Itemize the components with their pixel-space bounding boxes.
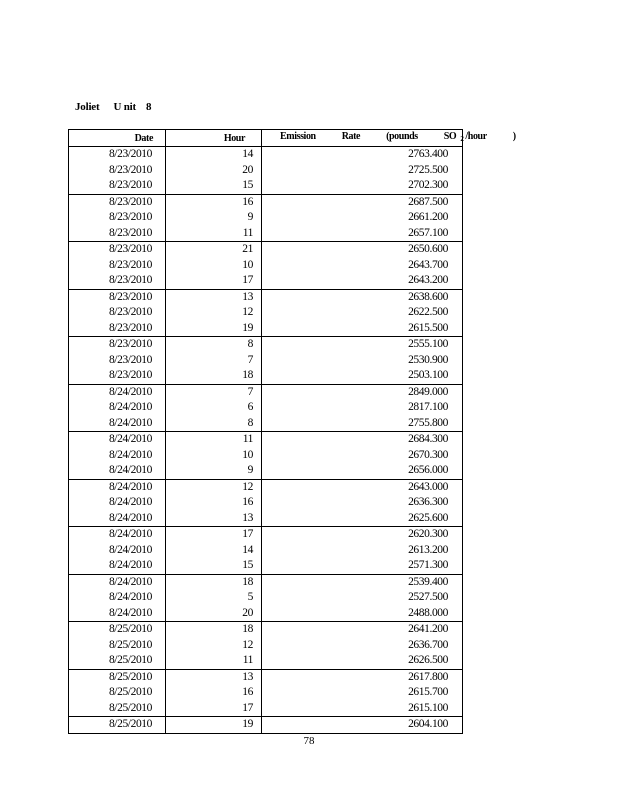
table-row — [69, 543, 463, 559]
cell-hour: 10 — [166, 448, 262, 464]
table-row — [69, 479, 463, 495]
cell-emission-rate: 2488.000 — [262, 606, 463, 622]
cell-date: 8/24/2010 — [69, 384, 166, 400]
cell-hour: 8 — [166, 337, 262, 353]
cell-date: 8/23/2010 — [69, 258, 166, 274]
cell-date: 8/24/2010 — [69, 416, 166, 432]
cell-hour: 16 — [166, 194, 262, 210]
emission-table — [68, 129, 516, 734]
cell-hour: 15 — [166, 178, 262, 194]
cell-hour: 7 — [166, 384, 262, 400]
cell-date: 8/24/2010 — [69, 606, 166, 622]
cell-hour: 18 — [166, 622, 262, 638]
cell-date: 8/23/2010 — [69, 147, 166, 163]
table-row — [69, 653, 463, 669]
cell-emission-rate: 2625.600 — [262, 511, 463, 527]
cell-emission-rate: 2670.300 — [262, 448, 463, 464]
cell-emission-rate: 2617.800 — [262, 669, 463, 685]
table-body — [69, 147, 463, 734]
cell-date: 8/24/2010 — [69, 574, 166, 590]
header-rate-subscript: 2 — [460, 135, 464, 143]
table-row — [69, 178, 463, 194]
header-rate-close: ) — [512, 131, 516, 142]
cell-hour: 15 — [166, 558, 262, 574]
cell-emission-rate: 2615.500 — [262, 321, 463, 337]
cell-date: 8/24/2010 — [69, 463, 166, 479]
cell-date: 8/23/2010 — [69, 368, 166, 384]
cell-hour: 17 — [166, 527, 262, 543]
cell-emission-rate: 2622.500 — [262, 305, 463, 321]
header-rate-word-3: (pounds — [386, 131, 418, 142]
page-heading — [75, 101, 151, 113]
page-number: 78 — [303, 735, 315, 747]
cell-emission-rate: 2615.700 — [262, 685, 463, 701]
cell-emission-rate: 2763.400 — [262, 147, 463, 163]
table-row — [69, 669, 463, 685]
cell-hour: 13 — [166, 669, 262, 685]
table-row — [69, 606, 463, 622]
cell-emission-rate: 2530.900 — [262, 353, 463, 369]
table-row — [69, 368, 463, 384]
cell-date: 8/25/2010 — [69, 669, 166, 685]
cell-date: 8/23/2010 — [69, 194, 166, 210]
cell-date: 8/25/2010 — [69, 653, 166, 669]
table-header-row — [69, 130, 463, 147]
table-row — [69, 590, 463, 606]
header-rate-word-2: Rate — [341, 131, 361, 142]
cell-date: 8/23/2010 — [69, 353, 166, 369]
cell-hour: 13 — [166, 289, 262, 305]
table-row — [69, 638, 463, 654]
table-row — [69, 717, 463, 734]
header-rate-word-1: Emission — [280, 131, 316, 142]
cell-emission-rate: 2656.000 — [262, 463, 463, 479]
cell-hour: 12 — [166, 638, 262, 654]
cell-hour: 7 — [166, 353, 262, 369]
cell-hour: 10 — [166, 258, 262, 274]
cell-date: 8/23/2010 — [69, 163, 166, 179]
cell-date: 8/25/2010 — [69, 638, 166, 654]
cell-date: 8/25/2010 — [69, 701, 166, 717]
table-row — [69, 289, 463, 305]
header-emission-rate — [262, 130, 516, 147]
cell-emission-rate: 2527.500 — [262, 590, 463, 606]
cell-date: 8/23/2010 — [69, 226, 166, 242]
cell-emission-rate: 2650.600 — [262, 242, 463, 258]
cell-emission-rate: 2615.100 — [262, 701, 463, 717]
cell-emission-rate: 2503.100 — [262, 368, 463, 384]
unit-number: 8 — [146, 101, 152, 113]
cell-hour: 11 — [166, 653, 262, 669]
table-row — [69, 685, 463, 701]
cell-emission-rate: 2613.200 — [262, 543, 463, 559]
table-row — [69, 147, 463, 163]
cell-hour: 11 — [166, 432, 262, 448]
cell-emission-rate: 2539.400 — [262, 574, 463, 590]
cell-hour: 19 — [166, 717, 262, 734]
cell-date: 8/25/2010 — [69, 622, 166, 638]
table-row — [69, 210, 463, 226]
cell-emission-rate: 2687.500 — [262, 194, 463, 210]
cell-date: 8/23/2010 — [69, 273, 166, 289]
cell-emission-rate: 2702.300 — [262, 178, 463, 194]
cell-date: 8/23/2010 — [69, 178, 166, 194]
table-row — [69, 321, 463, 337]
cell-date: 8/24/2010 — [69, 558, 166, 574]
cell-hour: 12 — [166, 305, 262, 321]
cell-hour: 14 — [166, 147, 262, 163]
cell-date: 8/25/2010 — [69, 685, 166, 701]
unit-label: U nit — [113, 101, 136, 113]
cell-emission-rate: 2725.500 — [262, 163, 463, 179]
table-row — [69, 353, 463, 369]
cell-emission-rate: 2571.300 — [262, 558, 463, 574]
cell-hour: 5 — [166, 590, 262, 606]
table-row — [69, 273, 463, 289]
cell-hour: 18 — [166, 574, 262, 590]
header-hour: Hour — [166, 130, 262, 147]
table-row — [69, 337, 463, 353]
cell-emission-rate: 2555.100 — [262, 337, 463, 353]
table-row — [69, 194, 463, 210]
cell-hour: 11 — [166, 226, 262, 242]
cell-date: 8/24/2010 — [69, 400, 166, 416]
cell-emission-rate: 2638.600 — [262, 289, 463, 305]
table-row — [69, 463, 463, 479]
cell-emission-rate: 2849.000 — [262, 384, 463, 400]
table-row — [69, 163, 463, 179]
cell-hour: 12 — [166, 479, 262, 495]
cell-emission-rate: 2657.100 — [262, 226, 463, 242]
cell-date: 8/24/2010 — [69, 495, 166, 511]
cell-hour: 9 — [166, 463, 262, 479]
cell-date: 8/24/2010 — [69, 543, 166, 559]
table-row — [69, 448, 463, 464]
cell-date: 8/24/2010 — [69, 432, 166, 448]
cell-date: 8/24/2010 — [69, 590, 166, 606]
cell-date: 8/24/2010 — [69, 479, 166, 495]
cell-emission-rate: 2604.100 — [262, 717, 463, 734]
cell-date: 8/24/2010 — [69, 511, 166, 527]
cell-hour: 19 — [166, 321, 262, 337]
cell-emission-rate: 2643.000 — [262, 479, 463, 495]
table-row — [69, 384, 463, 400]
cell-hour: 6 — [166, 400, 262, 416]
cell-emission-rate: 2817.100 — [262, 400, 463, 416]
cell-hour: 16 — [166, 495, 262, 511]
header-rate-so: SO — [443, 131, 457, 142]
cell-emission-rate: 2636.300 — [262, 495, 463, 511]
cell-date: 8/23/2010 — [69, 210, 166, 226]
table-row — [69, 701, 463, 717]
table-row — [69, 574, 463, 590]
cell-emission-rate: 2684.300 — [262, 432, 463, 448]
cell-date: 8/23/2010 — [69, 289, 166, 305]
cell-date: 8/24/2010 — [69, 527, 166, 543]
cell-date: 8/23/2010 — [69, 305, 166, 321]
table-row — [69, 622, 463, 638]
cell-hour: 20 — [166, 606, 262, 622]
cell-hour: 16 — [166, 685, 262, 701]
cell-date: 8/23/2010 — [69, 337, 166, 353]
cell-hour: 17 — [166, 273, 262, 289]
table-row — [69, 416, 463, 432]
cell-date: 8/23/2010 — [69, 242, 166, 258]
cell-emission-rate: 2755.800 — [262, 416, 463, 432]
cell-emission-rate: 2643.200 — [262, 273, 463, 289]
cell-hour: 8 — [166, 416, 262, 432]
cell-hour: 17 — [166, 701, 262, 717]
cell-hour: 14 — [166, 543, 262, 559]
cell-hour: 9 — [166, 210, 262, 226]
header-rate-per-hour: /hour — [465, 131, 487, 142]
cell-date: 8/24/2010 — [69, 448, 166, 464]
table-row — [69, 558, 463, 574]
emission-table-container — [68, 129, 516, 734]
cell-date: 8/23/2010 — [69, 321, 166, 337]
table-row — [69, 400, 463, 416]
header-date: Date — [69, 130, 166, 147]
cell-date: 8/25/2010 — [69, 717, 166, 734]
table-row — [69, 527, 463, 543]
cell-hour: 18 — [166, 368, 262, 384]
cell-emission-rate: 2661.200 — [262, 210, 463, 226]
cell-emission-rate: 2641.200 — [262, 622, 463, 638]
cell-emission-rate: 2626.500 — [262, 653, 463, 669]
table-row — [69, 305, 463, 321]
table-row — [69, 226, 463, 242]
table-row — [69, 511, 463, 527]
table-row — [69, 258, 463, 274]
plant-name: Joliet — [75, 101, 100, 113]
table-row — [69, 432, 463, 448]
table-row — [69, 242, 463, 258]
cell-hour: 13 — [166, 511, 262, 527]
cell-emission-rate: 2643.700 — [262, 258, 463, 274]
table-row — [69, 495, 463, 511]
cell-hour: 20 — [166, 163, 262, 179]
cell-emission-rate: 2620.300 — [262, 527, 463, 543]
cell-emission-rate: 2636.700 — [262, 638, 463, 654]
cell-hour: 21 — [166, 242, 262, 258]
